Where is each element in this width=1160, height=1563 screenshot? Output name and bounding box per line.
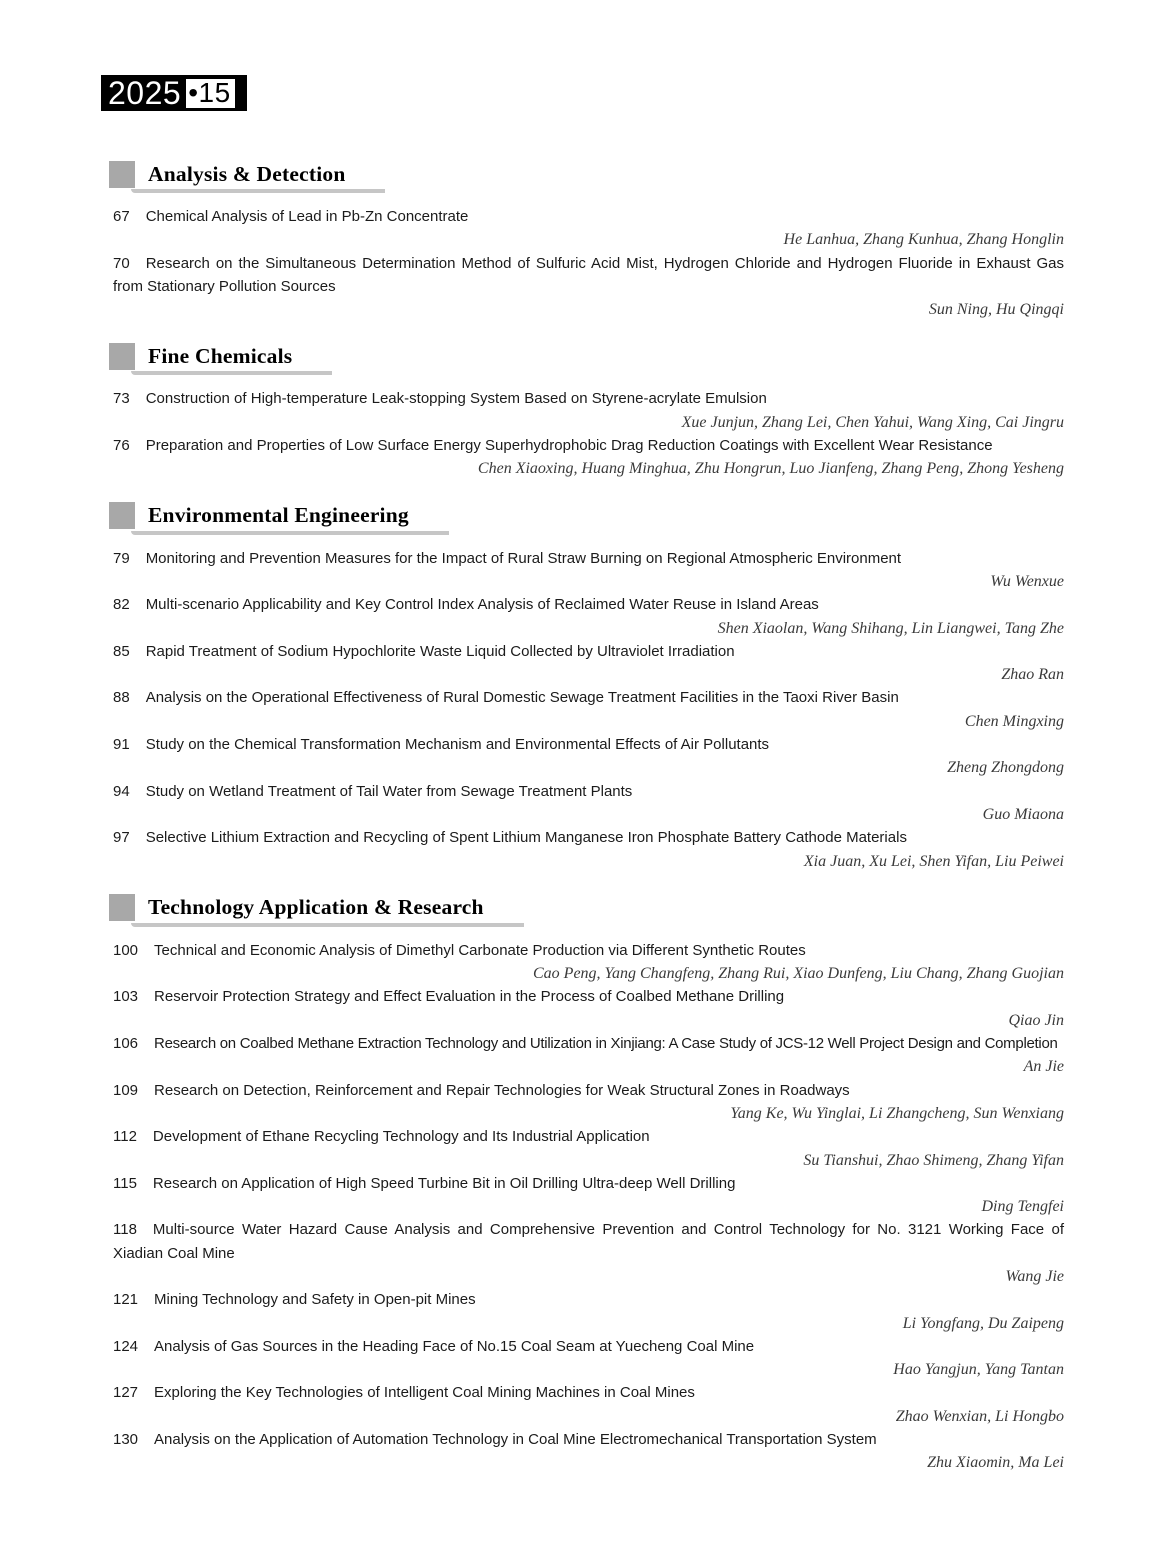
article-title: Research on Coalbed Methane Extraction Technology and Utilization in Xinjiang: A Case Study of JCS-12 Well Project Design and Completion (154, 1035, 1058, 1053)
article-title: Study on Wetland Treatment of Tail Water from Sewage Treatment Plants (145, 782, 633, 800)
article-authors: Wang Jie (1005, 1267, 1064, 1285)
journal-issue-badge (101, 75, 247, 111)
article-page-number: 73 (113, 390, 130, 408)
article-title: Multi-source Water Hazard Cause Analysis and Comprehensive Prevention and Control Technology for No. 3121 Working Face of Xiadian Coal Mine (113, 1221, 1064, 1262)
toc-entry (113, 1288, 1064, 1335)
article-title-line (113, 780, 1064, 803)
article-title-line (113, 1428, 1064, 1451)
toc-entry (113, 1172, 1064, 1219)
article-list (113, 387, 1064, 480)
article-title-line (113, 985, 1064, 1008)
section-title: Analysis & Detection (148, 161, 346, 186)
journal-issue-number: •15 (186, 79, 234, 108)
journal-year: 2025 (108, 75, 182, 111)
article-title: Construction of High-temperature Leak-stopping System Based on Styrene-acrylate Emulsion (145, 390, 767, 408)
article-title: Analysis on the Application of Automation Technology in Coal Mine Electromechanical Transportation System (154, 1431, 877, 1449)
article-title-line (113, 733, 1064, 756)
article-authors: Yang Ke, Wu Yinglai, Li Zhangcheng, Sun Wenxiang (730, 1104, 1064, 1122)
toc-entry (113, 434, 1064, 481)
article-authors: Guo Miaona (982, 805, 1064, 823)
article-page-number: 127 (113, 1384, 139, 1402)
article-authors: Zheng Zhongdong (947, 759, 1064, 777)
article-page-number: 97 (113, 829, 130, 847)
section-title: Environmental Engineering (148, 503, 409, 528)
article-page-number: 94 (113, 782, 130, 800)
section-header (109, 341, 292, 371)
article-page-number: 79 (113, 549, 130, 567)
article-title: Rapid Treatment of Sodium Hypochlorite Waste Liquid Collected by Ultraviolet Irradiation (145, 642, 735, 660)
article-title-line (113, 1032, 1064, 1055)
toc-entry (113, 1079, 1064, 1126)
toc-entry (113, 547, 1064, 594)
toc-entry (113, 1381, 1064, 1428)
article-page-number: 82 (113, 596, 130, 614)
article-title-line (113, 1381, 1064, 1404)
article-title: Selective Lithium Extraction and Recycling of Spent Lithium Manganese Iron Phosphate Battery Cathode Materials (145, 829, 907, 847)
article-title: Reservoir Protection Strategy and Effect Evaluation in the Process of Coalbed Methane Drilling (154, 988, 785, 1006)
article-page-number: 115 (113, 1174, 137, 1192)
article-title: Research on Detection, Reinforcement and Repair Technologies for Weak Structural Zones in Roadways (154, 1081, 850, 1099)
article-title: Mining Technology and Safety in Open-pit Mines (154, 1291, 476, 1309)
article-title: Analysis of Gas Sources in the Heading Face of No.15 Coal Seam at Yuecheng Coal Mine (154, 1337, 755, 1355)
toc-entry (113, 686, 1064, 733)
toc-entry (113, 985, 1064, 1032)
article-title-line (113, 252, 1064, 299)
section-header (109, 159, 345, 189)
article-page-number: 100 (113, 941, 139, 959)
section-header (109, 501, 409, 531)
section-title: Fine Chemicals (148, 343, 293, 368)
article-title: Monitoring and Prevention Measures for the Impact of Rural Straw Burning on Regional Atmospheric Environment (145, 549, 902, 567)
article-title-line (113, 387, 1064, 410)
article-page-number: 124 (113, 1337, 139, 1355)
section-underline-rule (131, 531, 449, 535)
article-page-number: 70 (113, 254, 130, 272)
section-underline-rule (131, 923, 524, 927)
article-page-number: 88 (113, 689, 130, 707)
toc-entry (113, 1428, 1064, 1475)
toc-entry (113, 1335, 1064, 1382)
toc-entry (113, 1125, 1064, 1172)
toc-entry (113, 205, 1064, 252)
article-page-number: 106 (113, 1035, 139, 1053)
article-title: Analysis on the Operational Effectiveness of Rural Domestic Sewage Treatment Facilities in the Taoxi River Basin (145, 689, 899, 707)
article-title-line (113, 593, 1064, 616)
article-page-number: 112 (113, 1128, 137, 1146)
article-authors: Chen Mingxing (964, 712, 1064, 730)
toc-entry (113, 1032, 1064, 1079)
article-authors: Chen Xiaoxing, Huang Minghua, Zhu Hongrun, Luo Jianfeng, Zhang Peng, Zhong Yesheng (477, 460, 1064, 478)
article-authors: Shen Xiaolan, Wang Shihang, Lin Liangwei, Tang Zhe (717, 619, 1064, 637)
article-page-number: 91 (113, 736, 130, 754)
article-authors: He Lanhua, Zhang Kunhua, Zhang Honglin (783, 231, 1064, 249)
article-title-line (113, 547, 1064, 570)
section-title: Technology Application & Research (148, 895, 484, 920)
article-page-number: 118 (113, 1221, 137, 1239)
article-page-number: 67 (113, 208, 130, 225)
toc-entry (113, 780, 1064, 827)
article-authors: Sun Ning, Hu Qingqi (928, 301, 1064, 319)
article-list (113, 939, 1064, 1475)
article-page-number: 103 (113, 988, 139, 1006)
article-title: Research on the Simultaneous Determination Method of Sulfuric Acid Mist, Hydrogen Chloride and Hydrogen Fluoride in Exhaust Gas from Stationary Pollution Sources (113, 254, 1064, 295)
article-authors: Su Tianshui, Zhao Shimeng, Zhang Yifan (803, 1151, 1064, 1169)
article-authors: Hao Yangjun, Yang Tantan (893, 1361, 1064, 1379)
article-authors: Li Yongfang, Du Zaipeng (902, 1314, 1064, 1332)
article-authors: Zhao Wenxian, Li Hongbo (895, 1407, 1064, 1425)
article-authors: Zhu Xiaomin, Ma Lei (927, 1454, 1064, 1472)
article-authors: Ding Tengfei (981, 1198, 1064, 1216)
toc-entry (113, 826, 1064, 873)
section-marker-square (109, 502, 135, 529)
article-title-line (113, 434, 1064, 457)
toc-entry (113, 733, 1064, 780)
article-title: Preparation and Properties of Low Surface Energy Superhydrophobic Drag Reduction Coatings with Excellent Wear Resistance (145, 437, 993, 455)
article-list (113, 547, 1064, 873)
article-authors: Cao Peng, Yang Changfeng, Zhang Rui, Xiao Dunfeng, Liu Chang, Zhang Guojian (533, 965, 1064, 983)
article-title: Development of Ethane Recycling Technology and Its Industrial Application (152, 1128, 650, 1146)
article-title-line (113, 1079, 1064, 1102)
section-marker-square (109, 894, 135, 921)
article-page-number: 130 (113, 1431, 139, 1449)
article-list (113, 205, 1064, 321)
article-authors: Wu Wenxue (990, 572, 1064, 590)
article-title: Multi-scenario Applicability and Key Control Index Analysis of Reclaimed Water Reuse in Island Areas (145, 596, 819, 614)
article-title-line (113, 1218, 1064, 1265)
sections (113, 111, 1064, 1475)
article-title-line (113, 826, 1064, 849)
toc-section (113, 481, 1064, 873)
section-marker-square (109, 343, 135, 370)
article-authors: Qiao Jin (1008, 1011, 1064, 1029)
article-title: Study on the Chemical Transformation Mechanism and Environmental Effects of Air Pollutants (145, 736, 770, 754)
section-underline-rule (131, 371, 332, 375)
article-authors: Xue Junjun, Zhang Lei, Chen Yahui, Wang Xing, Cai Jingru (681, 413, 1064, 431)
article-authors: An Jie (1023, 1058, 1064, 1076)
article-page-number: 76 (113, 437, 130, 455)
section-header (109, 893, 484, 923)
toc-section (113, 111, 1064, 321)
article-title: Exploring the Key Technologies of Intelligent Coal Mining Machines in Coal Mines (154, 1384, 695, 1402)
toc-entry (113, 252, 1064, 322)
article-title: Research on Application of High Speed Turbine Bit in Oil Drilling Ultra-deep Well Drilling (152, 1174, 736, 1192)
article-authors: Zhao Ran (1001, 666, 1064, 684)
article-title-line (113, 1172, 1064, 1195)
article-title-line (113, 686, 1064, 709)
article-page-number: 109 (113, 1081, 139, 1099)
toc-entry (113, 939, 1064, 986)
toc-section (113, 873, 1064, 1475)
article-page-number: 121 (113, 1291, 139, 1309)
article-title: Technical and Economic Analysis of Dimethyl Carbonate Production via Different Synthetic Routes (154, 941, 806, 959)
article-title-line (113, 640, 1064, 663)
section-marker-square (109, 161, 135, 188)
article-title-line (113, 1335, 1064, 1358)
toc-section (113, 321, 1064, 480)
article-page-number: 85 (113, 642, 130, 660)
article-title-line (113, 205, 1064, 228)
article-authors: Xia Juan, Xu Lei, Shen Yifan, Liu Peiwei (803, 852, 1064, 870)
toc-entry (113, 640, 1064, 687)
toc-entry (113, 387, 1064, 434)
section-underline-rule (131, 189, 385, 193)
article-title-line (113, 1125, 1064, 1148)
article-title-line (113, 939, 1064, 962)
toc-entry (113, 593, 1064, 640)
article-title-line (113, 1288, 1064, 1311)
toc-entry (113, 1218, 1064, 1288)
article-title: Chemical Analysis of Lead in Pb-Zn Concentrate (145, 208, 469, 225)
